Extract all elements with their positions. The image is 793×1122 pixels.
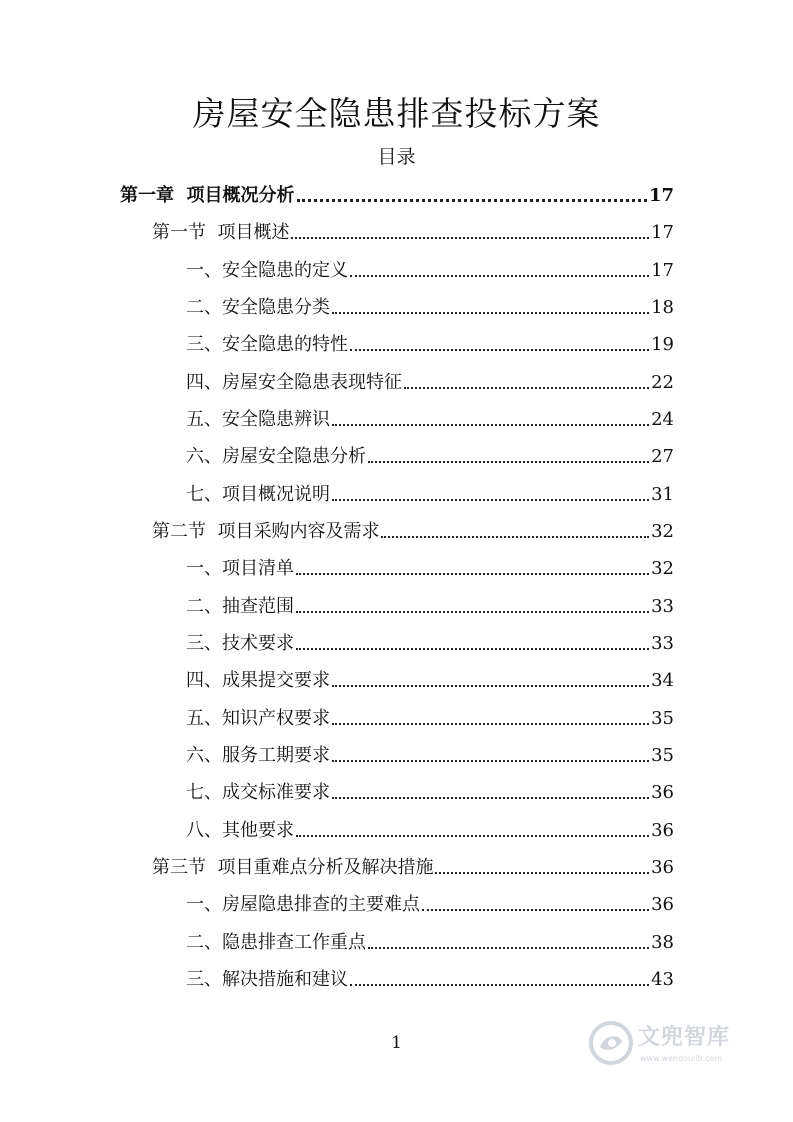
toc-entry-item[interactable] (186, 398, 674, 432)
toc-entry-label: 第三节 项目重难点分析及解决措施 (152, 857, 434, 878)
toc-entry-item[interactable] (186, 473, 674, 507)
toc-dot-leader (435, 872, 649, 874)
toc-dot-leader (422, 909, 649, 911)
watermark-brand-name: 文兜智库 (638, 1025, 731, 1050)
toc-entry-page: 33 (651, 596, 674, 617)
toc-entry-label: 第一节 项目概述 (152, 222, 290, 243)
toc-dot-leader (350, 275, 649, 277)
toc-entry-page: 36 (651, 894, 674, 915)
toc-entry-label: 六、服务工期要求 (186, 745, 330, 766)
page-number: 1 (391, 1033, 402, 1053)
toc-dot-leader (296, 611, 649, 613)
toc-entry-label: 一、房屋隐患排查的主要难点 (186, 894, 420, 915)
toc-dot-leader (332, 685, 649, 687)
toc-entry-label: 二、安全隐患分类 (186, 297, 330, 318)
toc-dot-leader (296, 573, 649, 575)
toc-dot-leader (368, 461, 649, 463)
toc-heading: 目录 (377, 146, 416, 168)
toc-dot-leader (332, 424, 649, 426)
toc-entry-page: 17 (648, 185, 674, 206)
toc-dot-leader (381, 536, 649, 538)
toc-entry-page: 36 (651, 820, 674, 841)
wendou-logo-icon (588, 1020, 634, 1066)
toc-entry-section-1[interactable] (152, 211, 674, 245)
toc-entry-label: 七、成交标准要求 (186, 782, 330, 803)
toc-entry-label: 四、房屋安全隐患表现特征 (186, 372, 402, 393)
toc-entry-item[interactable] (186, 883, 674, 917)
toc-entry-page: 31 (651, 484, 674, 505)
toc-entry-label: 三、解决措施和建议 (186, 969, 348, 990)
toc-entry-page: 34 (651, 670, 674, 691)
toc-entry-item[interactable] (186, 659, 674, 693)
toc-entry-label: 三、技术要求 (186, 633, 294, 654)
toc-entry-page: 17 (651, 260, 674, 281)
toc-entry-label: 二、隐患排查工作重点 (186, 932, 366, 953)
toc-entry-item[interactable] (186, 361, 674, 395)
document-title: 房屋安全隐患排查投标方案 (192, 94, 601, 133)
toc-entry-label: 三、安全隐患的特性 (186, 334, 348, 355)
toc-entry-label: 一、安全隐患的定义 (186, 260, 348, 281)
toc-entry-item[interactable] (186, 809, 674, 843)
toc-entry-page: 18 (651, 297, 674, 318)
toc-entry-item[interactable] (186, 323, 674, 357)
toc-entry-page: 19 (651, 334, 674, 355)
toc-entry-page: 22 (651, 372, 674, 393)
toc-entry-item[interactable] (186, 547, 674, 581)
toc-entry-page: 32 (651, 558, 674, 579)
toc-entry-item[interactable] (186, 921, 674, 955)
toc-entry-item[interactable] (186, 958, 674, 992)
toc-entry-label: 六、房屋安全隐患分析 (186, 446, 366, 467)
toc-entry-page: 17 (651, 222, 674, 243)
toc-entry-item[interactable] (186, 585, 674, 619)
toc-dot-leader (291, 237, 649, 239)
toc-entry-item[interactable] (186, 734, 674, 768)
toc-entry-label: 五、知识产权要求 (186, 708, 330, 729)
toc-dot-leader (350, 984, 649, 986)
toc-entry-page: 32 (651, 521, 674, 542)
toc-entry-item[interactable] (186, 286, 674, 320)
toc-entry-label: 二、抽查范围 (186, 596, 294, 617)
toc-entry-item[interactable] (186, 435, 674, 469)
toc-entry-page: 35 (651, 745, 674, 766)
toc-entry-page: 33 (651, 633, 674, 654)
toc-entry-page: 36 (651, 857, 674, 878)
toc-dot-leader (332, 312, 649, 314)
toc-entry-label: 八、其他要求 (186, 820, 294, 841)
toc-dot-leader (368, 947, 649, 949)
toc-entry-page: 27 (651, 446, 674, 467)
toc-entry-item[interactable] (186, 622, 674, 656)
toc-entry-chapter-1[interactable] (120, 174, 674, 208)
toc-dot-leader (332, 760, 649, 762)
toc-entry-page: 36 (651, 782, 674, 803)
watermark-url: www.wendoulib.com (640, 1054, 723, 1063)
toc-entry-section-2[interactable] (152, 510, 674, 544)
toc-entry-label: 五、安全隐患辨识 (186, 409, 330, 430)
toc-dot-leader (332, 723, 649, 725)
toc-entry-section-3[interactable] (152, 846, 674, 880)
toc-entry-item[interactable] (186, 771, 674, 805)
toc-entry-page: 24 (651, 409, 674, 430)
toc-entry-label: 四、成果提交要求 (186, 670, 330, 691)
toc-dot-leader (296, 648, 649, 650)
toc-entry-label: 第二节 项目采购内容及需求 (152, 521, 380, 542)
toc-dot-leader (350, 349, 649, 351)
toc-dot-leader (332, 499, 649, 501)
toc-entry-item[interactable] (186, 249, 674, 283)
toc-entry-page: 43 (651, 969, 674, 990)
watermark (588, 1018, 748, 1074)
toc-dot-leader (404, 387, 649, 389)
toc-dot-leader (297, 199, 647, 202)
toc-entry-label: 七、项目概况说明 (186, 484, 330, 505)
toc-entry-label: 第一章 项目概况分析 (120, 185, 295, 206)
toc-dot-leader (296, 835, 649, 837)
toc-entry-page: 38 (651, 932, 674, 953)
toc-entry-label: 一、项目清单 (186, 558, 294, 579)
toc-dot-leader (332, 797, 649, 799)
toc-entry-page: 35 (651, 708, 674, 729)
toc-entry-item[interactable] (186, 697, 674, 731)
